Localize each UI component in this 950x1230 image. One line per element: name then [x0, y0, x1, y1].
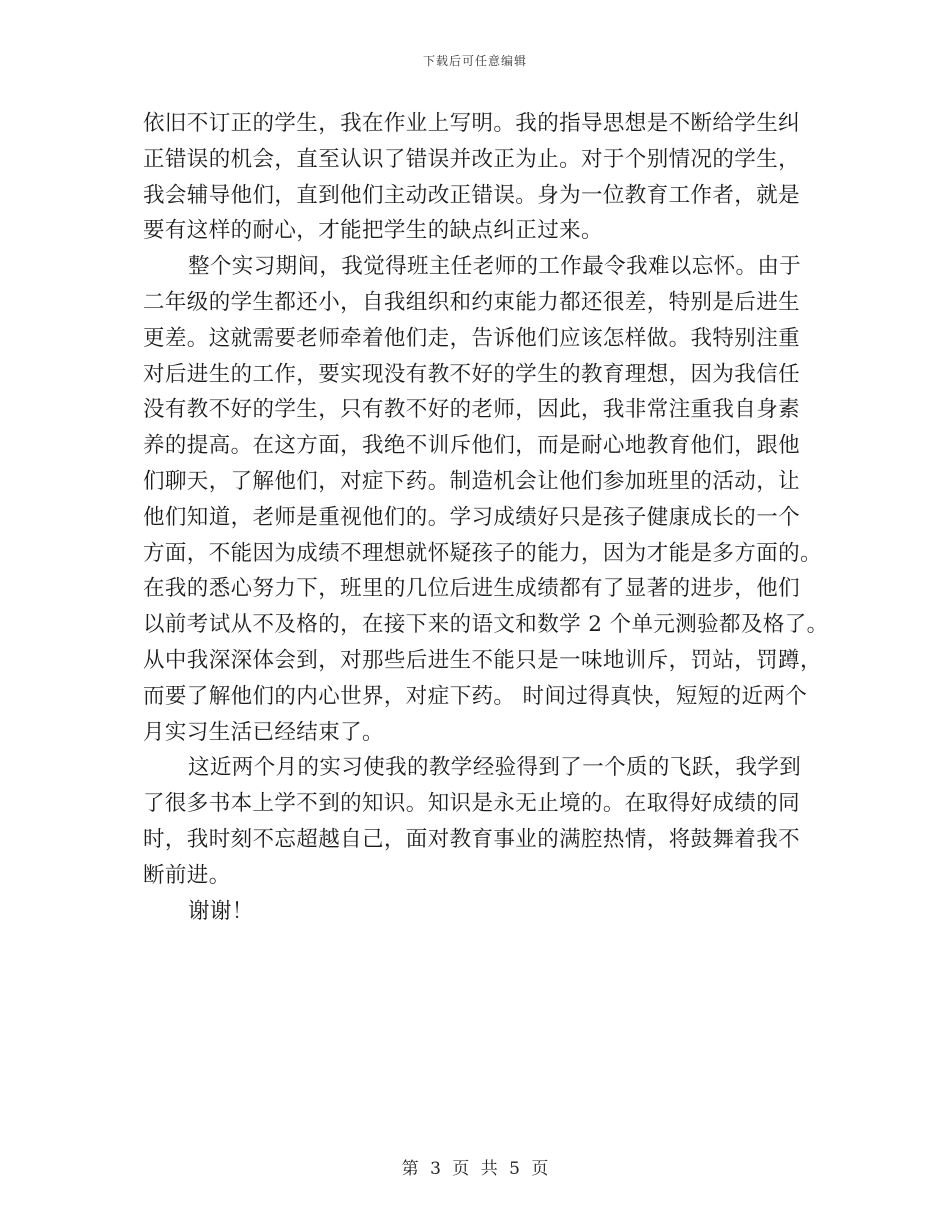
text-line: 们聊天，了解他们，对症下药。制造机会让他们参加班里的活动，让: [143, 468, 801, 494]
page-number-footer: 第 3 页 共 5 页: [401, 1159, 549, 1179]
text-line: 我会辅导他们，直到他们主动改正错误。身为一位教育工作者，就是: [143, 182, 801, 208]
document-body: [143, 106, 829, 929]
text-line: 了很多书本上学不到的知识。知识是永无止境的。在取得好成绩的同: [143, 791, 801, 817]
paragraph-first-line: 这近两个月的实习使我的教学经验得到了一个质的飞跃，我学到: [188, 755, 802, 781]
text-line: 他们知道，老师是重视他们的。学习成绩好只是孩子健康成长的一个: [143, 504, 801, 530]
text-line: 更差。这就需要老师牵着他们走，告诉他们应该怎样做。我特别注重: [143, 325, 801, 351]
text-line: 对后进生的工作，要实现没有教不好的学生的教育理想，因为我信任: [143, 361, 801, 387]
text-line: 二年级的学生都还小，自我组织和约束能力都还很差，特别是后进生: [143, 289, 801, 315]
page-header: 下载后可任意编辑: [422, 54, 527, 68]
text-line: 依旧不订正的学生，我在作业上写明。我的指导思想是不断给学生纠: [143, 111, 801, 136]
text-line: 而要了解他们的内心世界，对症下药。 时间过得真快，短短的近两个: [143, 683, 808, 709]
text-line: 养的提高。在这方面，我绝不训斥他们，而是耐心地教育他们，跟他: [143, 433, 801, 459]
text-line: 从中我深深体会到，对那些后进生不能只是一味地训斥，罚站，罚蹲，: [143, 647, 822, 673]
text-line: 时，我时刻不忘超越自己，面对教育事业的满腔热情，将鼓舞着我不: [143, 826, 801, 852]
closing-thanks: 谢谢！: [188, 898, 254, 924]
text-line: 断前进。: [143, 862, 231, 888]
text-line: 正错误的机会，直至认识了错误并改正为止。对于个别情况的学生，: [143, 146, 801, 172]
text-line: 没有教不好的学生，只有教不好的老师，因此，我非常注重我自身素: [143, 397, 801, 423]
text-line: 月实习生活已经结束了。: [143, 719, 384, 745]
text-line: 方面，不能因为成绩不理想就怀疑孩子的能力，因为才能是多方面的。: [143, 540, 822, 566]
paragraph-first-line: 整个实习期间，我觉得班主任老师的工作最令我难以忘怀。由于: [188, 254, 802, 280]
text-line: 在我的悉心努力下，班里的几位后进生成绩都有了显著的进步，他们: [143, 576, 801, 602]
text-line: 要有这样的耐心，才能把学生的缺点纠正过来。: [143, 218, 603, 244]
text-line: 以前考试从不及格的，在接下来的语文和数学 2 个单元测验都及格了。: [143, 612, 829, 638]
